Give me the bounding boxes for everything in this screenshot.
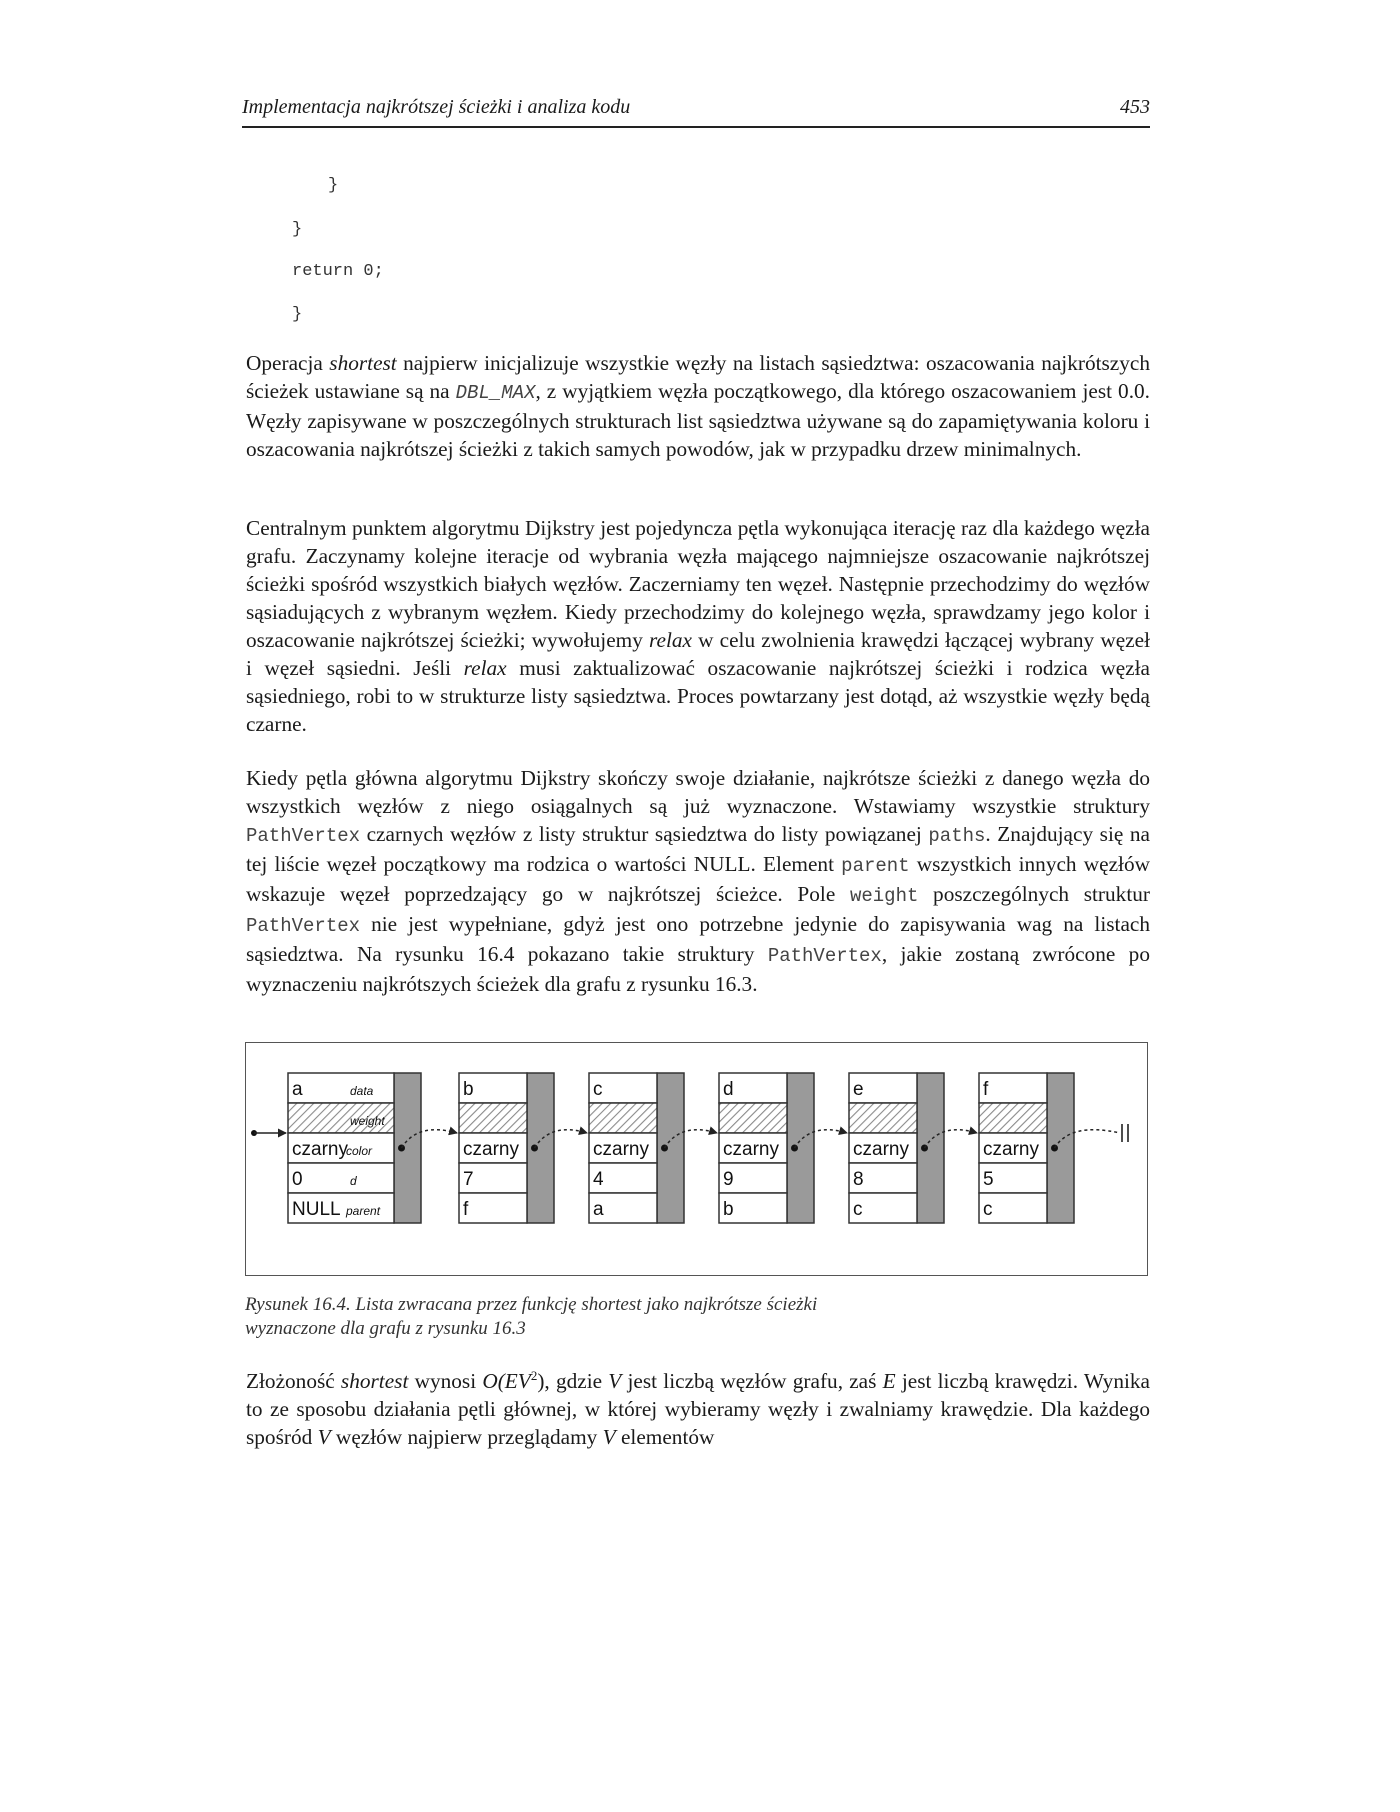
text-span: , jakie zostaną zwrócone po wyznaczeniu najkrótszych ścieżek dla grafu z rysunku 16.3. bbox=[246, 942, 1150, 996]
paragraph-3 bbox=[246, 764, 1150, 998]
code-identifier: paths bbox=[928, 825, 986, 847]
text-span: Kiedy pętla główna algorytmu Dijkstry skończy swoje działanie, najkrótsze ścieżki z danego węzła do wszystkich węzłów z niego osiągalnych są już wyznaczone. Wstawiamy wszystkie struktury bbox=[246, 766, 1150, 818]
text-span: musi zaktualizować oszacowanie najkrótszej ścieżki i rodzica węzła sąsiedniego, robi to w strukturze listy sąsiedztwa. Proces powtarzany jest dotąd, aż wszystkie węzły będą czarne. bbox=[246, 656, 1150, 736]
variable: E bbox=[882, 1369, 896, 1394]
field-cell bbox=[459, 1193, 527, 1223]
text-span: wynosi bbox=[408, 1369, 483, 1394]
field-value: c bbox=[983, 1199, 993, 1220]
variable: V bbox=[608, 1369, 622, 1394]
field-value: c bbox=[853, 1199, 863, 1220]
field-cell bbox=[979, 1073, 1047, 1103]
field-cell bbox=[719, 1103, 787, 1133]
code-identifier: parent bbox=[841, 855, 910, 877]
text-span: , gdzie bbox=[544, 1369, 609, 1394]
function-name: shortest bbox=[329, 351, 397, 375]
field-cell bbox=[979, 1103, 1047, 1133]
figure-16-4 bbox=[245, 1042, 1148, 1276]
field-value: 0 bbox=[292, 1169, 303, 1190]
function-name: relax bbox=[649, 628, 692, 652]
field-cell bbox=[459, 1103, 527, 1133]
text-span: wszystkich innych węzłów wskazuje węzeł poprzedzający go w najkrótszej ścieżce. Pole bbox=[246, 852, 1150, 906]
field-value: e bbox=[853, 1079, 864, 1100]
text-span: , z wyjątkiem węzła początkowego, dla którego oszacowaniem jest 0.0. Węzły zapisywane w poszczególnych strukturach list sąsiedztwa używane są do zapamiętywania koloru i oszacowania najkrótszej ścieżki z takich samych powodów, jak w przypadku drzew minimalnych. bbox=[246, 379, 1150, 461]
paragraph-2 bbox=[246, 514, 1150, 738]
text-span: ) bbox=[537, 1369, 545, 1394]
field-value: czarny bbox=[853, 1139, 909, 1160]
code-line: } bbox=[328, 176, 339, 195]
field-value: czarny bbox=[983, 1139, 1039, 1160]
field-value: a bbox=[292, 1079, 303, 1100]
variable: V bbox=[602, 1425, 616, 1450]
field-value: 9 bbox=[723, 1169, 734, 1190]
code-line: return 0; bbox=[292, 262, 384, 281]
caption-line: wyznaczone dla grafu z rysunku 16.3 bbox=[245, 1318, 526, 1339]
field-label: d bbox=[350, 1174, 357, 1188]
field-cell bbox=[849, 1103, 917, 1133]
field-label: weight bbox=[350, 1114, 385, 1128]
field-value: czarny bbox=[593, 1139, 649, 1160]
function-name: relax bbox=[463, 656, 507, 680]
text-span: . Znajdujący się na tej liście węzeł początkowy ma rodzica o wartości NULL. Element bbox=[246, 822, 1150, 876]
field-value: 5 bbox=[983, 1169, 994, 1190]
field-value: 8 bbox=[853, 1169, 864, 1190]
text-span: czarnych węzłów z listy struktur sąsiedztwa do listy powiązanej bbox=[360, 822, 929, 846]
text-span: poszczególnych struktur bbox=[918, 882, 1150, 906]
text-span: jest liczbą węzłów grafu, zaś bbox=[621, 1369, 883, 1394]
text-span: elementów bbox=[615, 1425, 715, 1450]
text-span: Centralnym punktem algorytmu Dijkstry jest pojedyncza pętla wykonująca iterację raz dla każdego węzła grafu. Zaczynamy kolejne iteracje od wybrania węzła mającego najmniejsze oszacowanie najkrótszej ścieżki spośród wszystkich białych węzłów. Zaczerniamy ten węzeł. Następnie przechodzimy do węzłów sąsiadujących z wybranym węzłem. Kiedy przechodzimy do kolejnego węzła, sprawdzamy jego kolor i oszacowanie najkrótszej ścieżki; wywołujemy bbox=[246, 516, 1150, 652]
text-span: Złożoność bbox=[246, 1369, 341, 1394]
text-span: jest liczbą krawędzi. Wynika to ze sposobu działania pętli głównej, w której wybieramy węzły i zwalniamy krawędzie. Dla każdego spośród bbox=[246, 1369, 1150, 1450]
field-value: b bbox=[463, 1079, 474, 1100]
field-value: a bbox=[593, 1199, 604, 1220]
code-line: } bbox=[292, 305, 303, 324]
field-value: czarny bbox=[463, 1139, 519, 1160]
paragraph-4 bbox=[246, 1362, 1150, 1451]
field-value: c bbox=[593, 1079, 603, 1100]
function-name: shortest bbox=[340, 1369, 409, 1394]
field-value: d bbox=[723, 1079, 734, 1100]
field-value: czarny bbox=[292, 1139, 348, 1160]
field-cell bbox=[288, 1073, 394, 1103]
header-title: Implementacja najkrótszej ścieżki i analiza kodu bbox=[242, 96, 631, 118]
text-span: Operacja bbox=[246, 351, 330, 375]
code-identifier: PathVertex bbox=[767, 945, 882, 967]
paragraph-1 bbox=[246, 349, 1150, 463]
running-header bbox=[242, 96, 1150, 128]
field-value: czarny bbox=[723, 1139, 779, 1160]
field-value: f bbox=[983, 1079, 989, 1100]
field-value: b bbox=[723, 1199, 734, 1220]
text-span: najpierw inicjalizuje wszystkie węzły na listach sąsiedztwa: oszacowania najkrótszych ścieżek ustawiane są na bbox=[246, 351, 1151, 403]
field-label: data bbox=[350, 1084, 374, 1098]
text-span: węzłów najpierw przeglądamy bbox=[330, 1425, 603, 1450]
field-label: color bbox=[346, 1144, 373, 1158]
field-cell bbox=[589, 1103, 657, 1133]
figure-caption bbox=[245, 1293, 945, 1341]
code-identifier: weight bbox=[849, 885, 919, 907]
complexity-expression: O(EV bbox=[482, 1369, 531, 1394]
field-value: 7 bbox=[463, 1169, 474, 1190]
field-label: parent bbox=[346, 1204, 381, 1218]
code-identifier: PathVertex bbox=[246, 825, 361, 847]
field-value: f bbox=[463, 1199, 469, 1220]
code-identifier: PathVertex bbox=[246, 915, 361, 937]
code-constant: DBL_MAX bbox=[455, 382, 536, 404]
path-vertex-list-diagram bbox=[246, 1043, 1149, 1277]
text-span: nie jest wypełniane, gdyż jest ono potrzebne jedynie do zapisywania wag na listach sąsiedztwa. Na rysunku 16.4 pokazano takie struktury bbox=[246, 912, 1150, 966]
variable: V bbox=[317, 1425, 331, 1450]
field-cell bbox=[288, 1163, 394, 1193]
caption-line: Rysunek 16.4. Lista zwracana przez funkcję shortest jako najkrótsze ścieżki bbox=[245, 1294, 818, 1315]
field-value: NULL bbox=[292, 1199, 341, 1220]
field-value: 4 bbox=[593, 1169, 604, 1190]
code-line: } bbox=[292, 220, 303, 239]
page-number: 453 bbox=[1120, 96, 1150, 118]
text-span: w celu zwolnienia krawędzi łączącej wybrany węzeł i węzeł sąsiedni. Jeśli bbox=[246, 628, 1150, 680]
superscript: 2 bbox=[530, 1368, 538, 1383]
